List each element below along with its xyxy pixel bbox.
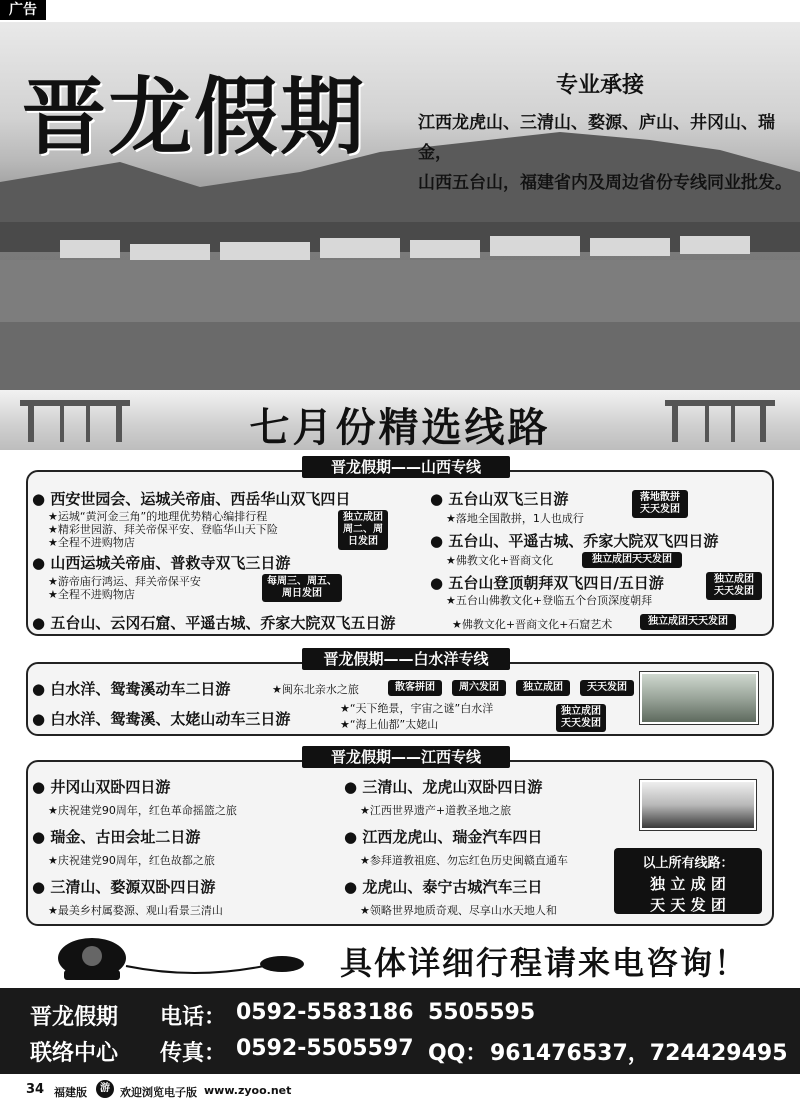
- badge-line: 日发团: [348, 536, 378, 547]
- status-badge: 独立成团: [516, 680, 570, 696]
- route-title: 西安世园会、运城关帝庙、西岳华山双飞四日: [50, 490, 351, 508]
- route-title: 白水洋、鸳鸯溪动车二日游: [50, 680, 231, 698]
- call-to-action: 具体详细行程请来电咨询！: [340, 944, 749, 982]
- badge-line: 周日发团: [282, 588, 322, 599]
- badge-line: 天天发团: [640, 504, 680, 515]
- status-badge: [262, 574, 342, 602]
- status-badge: 独立成团天天发团: [582, 552, 682, 568]
- footer-name2: 联络中心: [30, 1041, 119, 1066]
- jiangxi-route-2: ● 瑞金、古田会址二日游: [32, 828, 201, 846]
- route-title: 五台山、平遥古城、乔家大院双飞四日游: [448, 532, 719, 550]
- hero-desc-line1: 江西龙虎山、三清山、婺源、庐山、井冈山、瑞金，: [418, 113, 775, 163]
- hero-image: [0, 22, 800, 390]
- phone-label: 电话：: [160, 1005, 227, 1030]
- shanxi-route-5: ● 五台山登顶朝拜双飞四日/五日游: [430, 574, 664, 592]
- edition-label: 福建版: [54, 1086, 87, 1099]
- footer-contact: [0, 988, 800, 1074]
- qq-number: 961476537，724429495: [490, 1041, 788, 1066]
- status-badge: 独立成团天天发团: [640, 614, 736, 630]
- hero-description: [418, 108, 798, 198]
- route-note: ★最美乡村属婺源、观山看景三清山: [48, 904, 223, 917]
- jiangxi-route-4: ● 三清山、龙虎山双卧四日游: [344, 778, 543, 796]
- status-badge: [706, 572, 762, 600]
- page-number: 34: [26, 1082, 45, 1097]
- route-title: 三清山、龙虎山双卧四日游: [362, 778, 543, 796]
- route-note: ★全程不进购物店: [48, 588, 135, 601]
- waterfall-photo: [640, 672, 758, 724]
- shanxi-route-3: ● 五台山双飞三日游: [430, 490, 569, 508]
- status-badge: [632, 490, 688, 518]
- all-routes-line1: 独 立 成 团: [650, 875, 726, 893]
- badge-line: 独立成团: [561, 706, 601, 717]
- status-badge: 周六发团: [452, 680, 506, 696]
- route-note: ★闽东北亲水之旅: [272, 683, 359, 696]
- route-note: ★佛教文化+晋商文化: [446, 554, 554, 567]
- route-note: ★游帝庙行鸿运、拜关帝保平安: [48, 575, 201, 588]
- badge-line: 每周三、周五、: [267, 576, 337, 587]
- all-routes-title: 以上所有线路：: [642, 856, 734, 871]
- all-routes-line2: 天 天 发 团: [650, 896, 726, 914]
- route-note: ★江西世界遗产+道教圣地之旅: [360, 804, 512, 817]
- route-note: ★“天下绝景，宇宙之谜”白水洋: [340, 702, 494, 715]
- route-note: ★领略世界地质奇观、尽享山水天地人和: [360, 904, 557, 917]
- status-badge: [556, 704, 606, 732]
- route-note: ★精彩世园游、拜关帝保平安、登临华山天下险: [48, 523, 278, 536]
- jiangxi-route-3: ● 三清山、婺源双卧四日游: [32, 878, 216, 896]
- badge-line: 周二、周: [343, 524, 383, 535]
- route-note: ★庆祝建党90周年，红色革命摇篮之旅: [48, 804, 237, 817]
- badge-line: 独立成团: [343, 512, 383, 523]
- hero-desc-line2: 山西五台山，福建省内及周边省份专线同业批发。: [418, 173, 792, 193]
- route-note: ★佛教文化+晋商文化+石窟艺术: [452, 618, 613, 631]
- route-note: ★参拜道教祖庭、勿忘红色历史闽赣直通车: [360, 854, 568, 867]
- route-title: 瑞金、古田会址二日游: [50, 828, 201, 846]
- badge-line: 天天发团: [561, 718, 601, 729]
- shanxi-route-1: ● 西安世园会、运城关帝庙、西岳华山双飞四日: [32, 490, 351, 508]
- all-routes-box: [614, 848, 762, 914]
- baishuiyang-tab: 晋龙假期——白水洋专线: [302, 648, 510, 670]
- shanxi-tab: 晋龙假期——山西专线: [302, 456, 510, 478]
- fax-number: 0592-5505597: [236, 1036, 414, 1061]
- badge-line: 天天发团: [714, 586, 754, 597]
- route-title: 五台山登顶朝拜双飞四日/五日游: [448, 574, 664, 592]
- route-note: ★全程不进购物店: [48, 536, 135, 549]
- route-title: 山西运城关帝庙、普救寺双飞三日游: [50, 554, 291, 572]
- site-url[interactable]: www.zyoo.net: [204, 1084, 292, 1097]
- jiangxi-route-5: ● 江西龙虎山、瑞金汽车四日: [344, 828, 543, 846]
- route-title: 五台山双飞三日游: [448, 490, 569, 508]
- ad-tag: 广告: [0, 0, 46, 20]
- route-title: 龙虎山、泰宁古城汽车三日: [362, 878, 543, 896]
- status-badge: 天天发团: [580, 680, 634, 696]
- route-title: 井冈山双卧四日游: [50, 778, 171, 796]
- qq-label: QQ：: [428, 1041, 488, 1066]
- mountain-photo: [640, 780, 756, 830]
- route-title: 白水洋、鸳鸯溪、太姥山动车三日游: [50, 710, 291, 728]
- status-badge: 散客拼团: [388, 680, 442, 696]
- route-note: ★落地全国散拼，1人也成行: [446, 512, 584, 525]
- badge-line: 落地散拼: [640, 492, 680, 503]
- badge-line: 独立成团: [714, 574, 754, 585]
- route-title: 三清山、婺源双卧四日游: [50, 878, 216, 896]
- route-title: 江西龙虎山、瑞金汽车四日: [362, 828, 543, 846]
- route-note: ★运城“黄河金三角”的地理优势精心编排行程: [48, 510, 268, 523]
- shanxi-route-6: ● 五台山、云冈石窟、平遥古城、乔家大院双飞五日游: [32, 614, 396, 632]
- baishuiyang-route-1: ● 白水洋、鸳鸯溪动车二日游: [32, 680, 231, 698]
- baishuiyang-route-2: ● 白水洋、鸳鸯溪、太姥山动车三日游: [32, 710, 291, 728]
- status-badge: [338, 510, 388, 550]
- telephone-icon: [54, 934, 314, 984]
- jiangxi-route-6: ● 龙虎山、泰宁古城汽车三日: [344, 878, 543, 896]
- route-note: ★五台山佛教文化+登临五个台顶深度朝拜: [446, 594, 653, 607]
- phone-number: 0592-5583186: [236, 1000, 414, 1025]
- jiangxi-route-1: ● 井冈山双卧四日游: [32, 778, 171, 796]
- banner-title: 七月份精选线路: [249, 405, 551, 451]
- shanxi-route-2: ● 山西运城关帝庙、普救寺双飞三日游: [32, 554, 291, 572]
- footer-name1: 晋龙假期: [30, 1005, 119, 1030]
- slogan: 专业承接: [556, 73, 645, 98]
- welcome-text: 欢迎浏览电子版: [120, 1086, 197, 1099]
- jiangxi-tab: 晋龙假期——江西专线: [302, 746, 510, 768]
- route-note: ★“海上仙都”太姥山: [340, 718, 439, 731]
- phone-number-2: 5505595: [428, 1000, 536, 1025]
- brand-title: 晋龙假期: [22, 67, 367, 166]
- route-note: ★庆祝建党90周年，红色故都之旅: [48, 854, 215, 867]
- fax-label: 传真：: [160, 1041, 227, 1066]
- page-footer: [0, 1078, 800, 1100]
- shanxi-route-4: ● 五台山、平遥古城、乔家大院双飞四日游: [430, 532, 719, 550]
- route-title: 五台山、云冈石窟、平遥古城、乔家大院双飞五日游: [50, 614, 396, 632]
- logo-icon: 游: [96, 1080, 114, 1098]
